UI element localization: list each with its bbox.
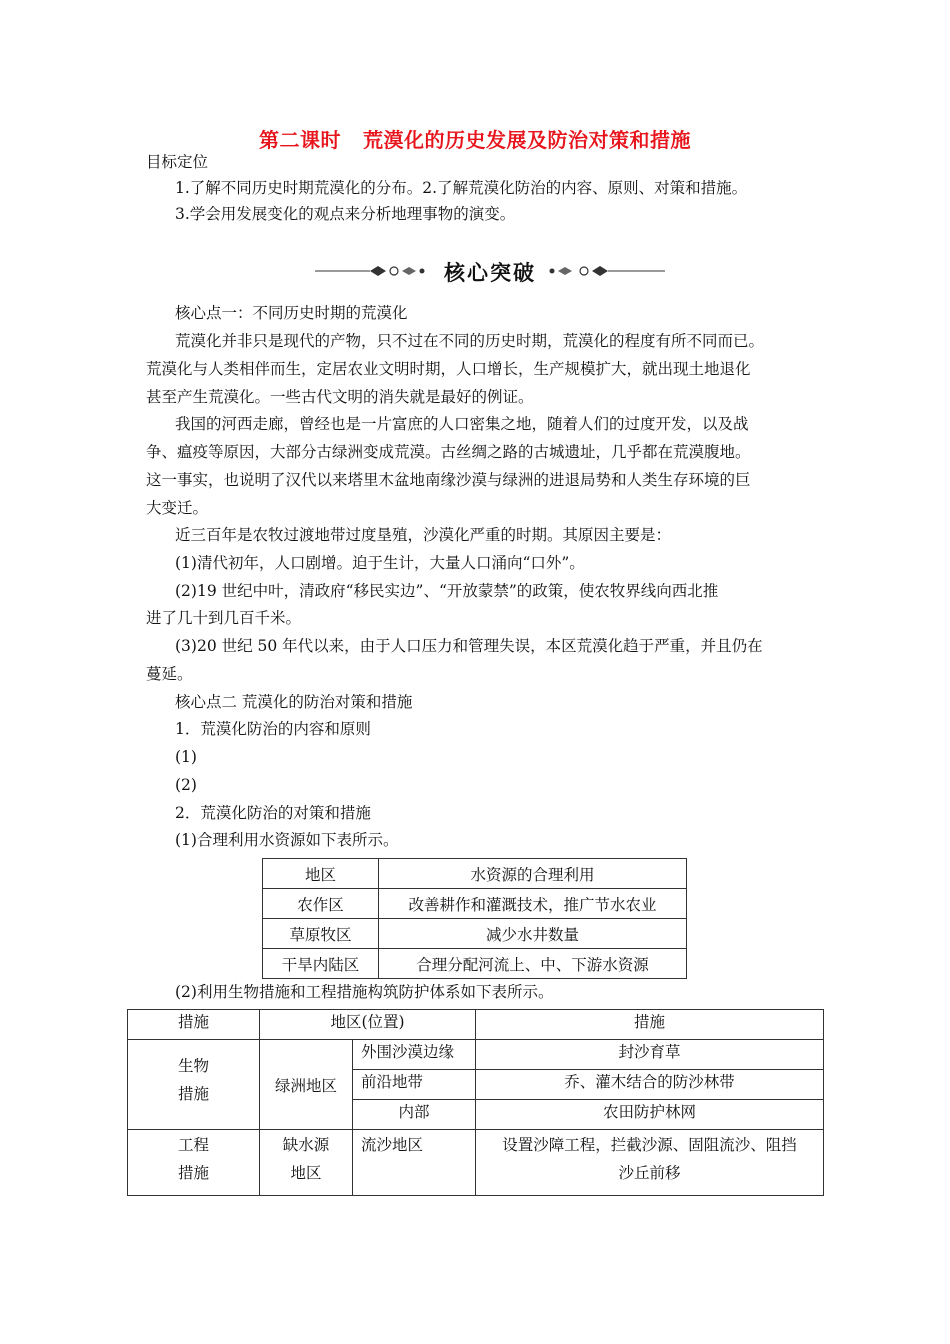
paragraph-line: (2)	[175, 776, 197, 794]
table-row	[128, 1130, 824, 1196]
paragraph-line: 我国的河西走廊，曾经也是一片富庶的人口密集之地，随着人们的过度开发，以及战	[175, 415, 749, 433]
paragraph-line: 进了几十到几百千米。	[146, 609, 302, 627]
section2-heading: 核心点二 荒漠化的防治对策和措施	[175, 693, 413, 711]
paragraph-line: (3)20 世纪 50 年代以来，由于人口压力和管理失误，本区荒漠化趋于严重，并且仍在	[175, 637, 763, 655]
table-row	[263, 949, 687, 979]
paragraph-line: 甚至产生荒漠化。一些古代文明的消失就是最好的例证。	[146, 388, 534, 406]
table-cell: 干旱内陆区	[263, 949, 379, 979]
table-cell: 乔、灌木结合的防沙林带	[476, 1070, 824, 1100]
paragraph-line: 近三百年是农牧过渡地带过度垦殖，沙漠化严重的时期。其原因主要是：	[175, 526, 672, 544]
protection-system-table	[127, 1009, 824, 1196]
table-cell: 农作区	[263, 889, 379, 919]
water-use-table	[262, 858, 687, 979]
objective-1: 1.了解不同历史时期荒漠化的分布。2.了解荒漠化防治的内容、原则、对策和措施。	[175, 179, 748, 197]
table-cell: 设置沙障工程，拦截沙源、固阻流沙、阻挡 沙丘前移	[476, 1130, 824, 1196]
title-part2: 荒漠化的历史发展及防治对策和措施	[363, 128, 691, 152]
paragraph-line: 蔓延。	[146, 665, 193, 683]
section-banner	[310, 254, 670, 288]
objective-2: 3.学会用发展变化的观点来分析地理事物的演变。	[175, 205, 516, 223]
table-cell: 合理分配河流上、中、下游水资源	[379, 949, 687, 979]
table-row	[263, 889, 687, 919]
paragraph-line: 大变迁。	[146, 499, 209, 517]
paragraph-line: 1．荒漠化防治的内容和原则	[175, 720, 371, 738]
table-cell: 草原牧区	[263, 919, 379, 949]
table-header: 措施	[476, 1010, 824, 1040]
eng-measure-type: 工程 措施	[128, 1130, 260, 1196]
paragraph-line: (1)合理利用水资源如下表所示。	[175, 831, 399, 849]
table-row	[128, 1040, 824, 1070]
paragraph-line: (1)清代初年，人口剧增。迫于生计，大量人口涌向“口外”。	[175, 554, 585, 572]
table-row	[263, 859, 687, 889]
banner-text: 核心突破	[444, 261, 536, 285]
bio-measure-type: 生物 措施	[128, 1040, 260, 1130]
bio-region: 绿洲地区	[260, 1040, 353, 1130]
paragraph-line: 2．荒漠化防治的对策和措施	[175, 804, 371, 822]
title-part1: 第二课时	[259, 128, 341, 152]
table-cell: 外围沙漠边缘	[353, 1040, 476, 1070]
table-cell: 农田防护林网	[476, 1100, 824, 1130]
table-cell: 前沿地带	[353, 1070, 476, 1100]
paragraph-line: (2)利用生物措施和工程措施构筑防护体系如下表所示。	[175, 983, 554, 1001]
paragraph-line: 争、瘟疫等原因，大部分古绿洲变成荒漠。古丝绸之路的古城遗址，几乎都在荒漠腹地。	[146, 443, 751, 461]
table-cell: 流沙地区	[353, 1130, 476, 1196]
table-header: 地区	[263, 859, 379, 889]
paragraph-line: 这一事实，也说明了汉代以来塔里木盆地南缘沙漠与绿洲的进退局势和人类生存环境的巨	[146, 471, 751, 489]
table-cell: 减少水井数量	[379, 919, 687, 949]
eng-region: 缺水源 地区	[260, 1130, 353, 1196]
page-title	[0, 124, 950, 153]
table-cell: 改善耕作和灌溉技术，推广节水农业	[379, 889, 687, 919]
table-header: 措施	[128, 1010, 260, 1040]
paragraph-line: 荒漠化与人类相伴而生，定居农业文明时期，人口增长，生产规模扩大，就出现土地退化	[146, 360, 751, 378]
table-header: 水资源的合理利用	[379, 859, 687, 889]
table-cell: 封沙育草	[476, 1040, 824, 1070]
table-row	[263, 919, 687, 949]
section1-heading: 核心点一：不同历史时期的荒漠化	[175, 304, 408, 322]
table-row	[128, 1010, 824, 1040]
paragraph-line: (2)19 世纪中叶，清政府“移民实边”、“开放蒙禁”的政策，使农牧界线向西北推	[175, 582, 719, 600]
paragraph-line: (1)	[175, 748, 197, 766]
table-cell: 内部	[353, 1100, 476, 1130]
table-header: 地区(位置)	[260, 1010, 476, 1040]
objectives-heading: 目标定位	[146, 153, 209, 171]
paragraph-line: 荒漠化并非只是现代的产物，只不过在不同的历史时期，荒漠化的程度有所不同而已。	[175, 332, 765, 350]
